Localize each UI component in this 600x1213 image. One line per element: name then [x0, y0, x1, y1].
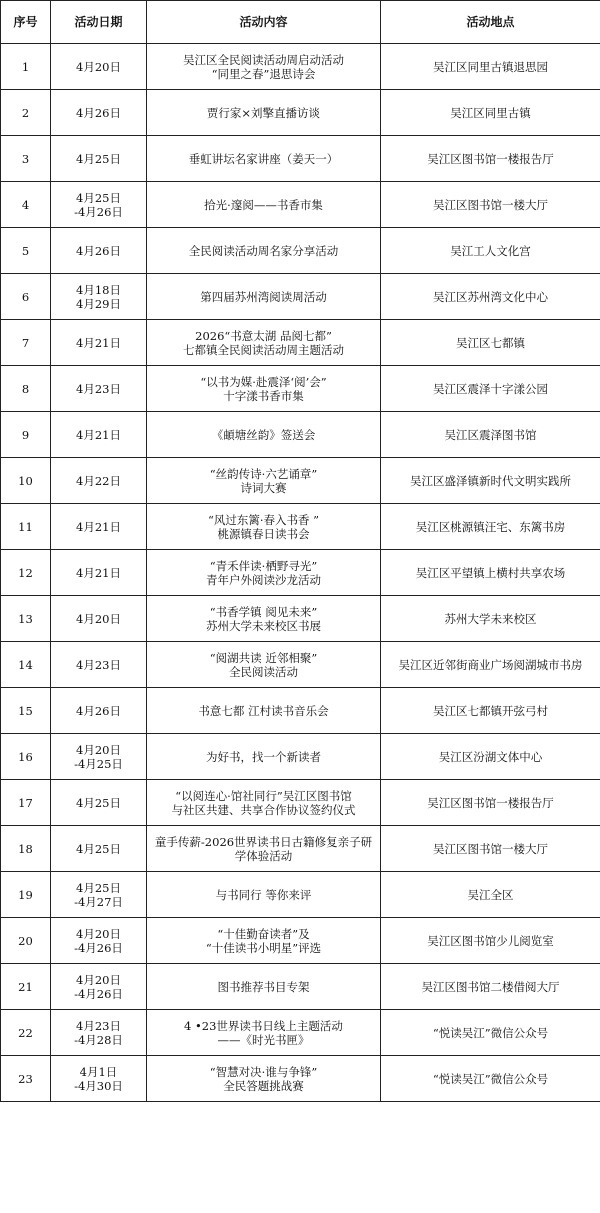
- cell-place: 吴江区震泽图书馆: [381, 412, 600, 458]
- date-line: 4月21日: [76, 335, 121, 350]
- cell-content: [147, 688, 381, 734]
- table-row: [1, 504, 600, 550]
- date-line: 4月23日: [76, 657, 121, 672]
- cell-content: [147, 1010, 381, 1056]
- table-row: [1, 642, 600, 688]
- date-line: 4月20日: [76, 972, 121, 987]
- table-row: [1, 412, 600, 458]
- cell-no: 18: [1, 826, 51, 872]
- content-line: 全民阅读活动: [229, 664, 298, 679]
- cell-content: [147, 964, 381, 1010]
- cell-place: 吴江区同里古镇: [381, 90, 600, 136]
- table-row: [1, 780, 600, 826]
- table-row: [1, 136, 600, 182]
- date-line: 4月25日: [76, 190, 121, 205]
- date-line: -4月26日: [74, 986, 123, 1001]
- cell-place: 吴江区图书馆一楼报告厅: [381, 136, 600, 182]
- content-line: 桃源镇春日读书会: [217, 526, 310, 541]
- date-line: 4月26日: [76, 703, 121, 718]
- cell-no: 14: [1, 642, 51, 688]
- content-line: 七都镇全民阅读活动周主题活动: [183, 342, 344, 357]
- date-line: 4月25日: [76, 151, 121, 166]
- cell-content: [147, 44, 381, 90]
- cell-no: 17: [1, 780, 51, 826]
- date-line: 4月23日: [76, 1018, 121, 1033]
- cell-no: 11: [1, 504, 51, 550]
- cell-no: 16: [1, 734, 51, 780]
- cell-place: 吴江工人文化宫: [381, 228, 600, 274]
- header-place: 活动地点: [381, 1, 600, 44]
- date-line: -4月26日: [74, 204, 123, 219]
- cell-date: [51, 964, 147, 1010]
- cell-content: [147, 1056, 381, 1102]
- date-line: -4月30日: [74, 1078, 123, 1093]
- cell-place: 吴江区图书馆一楼报告厅: [381, 780, 600, 826]
- cell-no: 10: [1, 458, 51, 504]
- cell-no: 4: [1, 182, 51, 228]
- table-header-row: [1, 1, 600, 44]
- table-row: [1, 182, 600, 228]
- cell-no: 7: [1, 320, 51, 366]
- date-line: 4月21日: [76, 565, 121, 580]
- header-no: 序号: [1, 1, 51, 44]
- cell-no: 19: [1, 872, 51, 918]
- content-line: 图书推荐书目专架: [217, 979, 310, 994]
- table-row: [1, 228, 600, 274]
- cell-content: [147, 596, 381, 642]
- date-line: -4月25日: [74, 756, 123, 771]
- date-line: -4月27日: [74, 894, 123, 909]
- content-line: ——《时光书匣》: [217, 1032, 310, 1047]
- cell-date: [51, 596, 147, 642]
- date-line: 4月20日: [76, 742, 121, 757]
- cell-date: [51, 458, 147, 504]
- table-row: [1, 366, 600, 412]
- table-row: [1, 596, 600, 642]
- cell-date: [51, 1056, 147, 1102]
- cell-content: [147, 320, 381, 366]
- cell-no: 23: [1, 1056, 51, 1102]
- table-row: [1, 274, 600, 320]
- cell-date: [51, 826, 147, 872]
- cell-place: 苏州大学未来校区: [381, 596, 600, 642]
- cell-date: [51, 136, 147, 182]
- cell-date: [51, 90, 147, 136]
- cell-date: [51, 44, 147, 90]
- cell-no: 1: [1, 44, 51, 90]
- date-line: 4月18日: [76, 282, 121, 297]
- cell-no: 2: [1, 90, 51, 136]
- cell-place: 吴江全区: [381, 872, 600, 918]
- cell-content: [147, 780, 381, 826]
- cell-no: 21: [1, 964, 51, 1010]
- table-row: [1, 826, 600, 872]
- content-line: “以书为媒·赴震泽‘阅’会”: [200, 374, 327, 389]
- cell-place: 吴江区图书馆一楼大厅: [381, 182, 600, 228]
- content-line: 与社区共建、共享合作协议签约仪式: [171, 802, 356, 817]
- cell-place: 吴江区桃源镇汪宅、东篱书房: [381, 504, 600, 550]
- header-date: 活动日期: [51, 1, 147, 44]
- content-line: 拾光·邃阅——书香市集: [204, 197, 323, 212]
- cell-no: 3: [1, 136, 51, 182]
- cell-no: 6: [1, 274, 51, 320]
- cell-date: [51, 366, 147, 412]
- cell-date: [51, 320, 147, 366]
- content-line: “阅湖共读 近邻相聚”: [209, 650, 318, 665]
- cell-date: [51, 734, 147, 780]
- cell-content: [147, 274, 381, 320]
- content-line: 全民答题挑战赛: [223, 1078, 304, 1093]
- table-row: [1, 918, 600, 964]
- content-line: “丝韵传诗·六艺诵章”: [209, 466, 318, 481]
- cell-place: 吴江区图书馆一楼大厅: [381, 826, 600, 872]
- cell-content: [147, 734, 381, 780]
- cell-content: [147, 366, 381, 412]
- cell-date: [51, 918, 147, 964]
- date-line: 4月29日: [76, 296, 121, 311]
- content-line: “书香学镇 阅见未来”: [209, 604, 318, 619]
- cell-place: 吴江区七都镇开弦弓村: [381, 688, 600, 734]
- date-line: 4月26日: [76, 105, 121, 120]
- table-row: [1, 734, 600, 780]
- content-line: 与书同行 等你来评: [215, 887, 312, 902]
- content-line: “同里之春”退思诗会: [211, 66, 316, 81]
- cell-date: [51, 780, 147, 826]
- content-line: 书意七都 江村读书音乐会: [198, 703, 329, 718]
- date-line: 4月20日: [76, 926, 121, 941]
- content-line: 苏州大学未来校区书展: [206, 618, 321, 633]
- date-line: 4月25日: [76, 841, 121, 856]
- content-line: 诗词大赛: [240, 480, 287, 495]
- cell-content: [147, 826, 381, 872]
- cell-place: “悦读吴江”微信公众号: [381, 1056, 600, 1102]
- content-line: 吴江区全民阅读活动周启动活动: [183, 52, 344, 67]
- content-line: “十佳读书小明星”评选: [205, 940, 322, 955]
- header-content: 活动内容: [147, 1, 381, 44]
- cell-place: 吴江区汾湖文体中心: [381, 734, 600, 780]
- cell-place: 吴江区同里古镇退思园: [381, 44, 600, 90]
- cell-date: [51, 872, 147, 918]
- cell-date: [51, 412, 147, 458]
- cell-place: 吴江区苏州湾文化中心: [381, 274, 600, 320]
- table-row: [1, 1010, 600, 1056]
- cell-content: [147, 642, 381, 688]
- table-row: [1, 964, 600, 1010]
- date-line: 4月26日: [76, 243, 121, 258]
- date-line: -4月26日: [74, 940, 123, 955]
- cell-content: [147, 458, 381, 504]
- content-line: 全民阅读活动周名家分享活动: [188, 243, 339, 258]
- table-row: [1, 550, 600, 596]
- date-line: 4月21日: [76, 427, 121, 442]
- cell-place: 吴江区近邻街商业广场阅湖城市书房: [381, 642, 600, 688]
- date-line: 4月25日: [76, 795, 121, 810]
- cell-content: [147, 872, 381, 918]
- cell-place: 吴江区震泽十字漾公园: [381, 366, 600, 412]
- cell-no: 13: [1, 596, 51, 642]
- cell-date: [51, 550, 147, 596]
- cell-content: [147, 228, 381, 274]
- cell-date: [51, 1010, 147, 1056]
- cell-date: [51, 182, 147, 228]
- cell-no: 5: [1, 228, 51, 274]
- cell-date: [51, 504, 147, 550]
- content-line: “风过东篱·春入书香 ”: [207, 512, 320, 527]
- cell-content: [147, 918, 381, 964]
- content-line: 《頔塘丝韵》签送会: [211, 427, 316, 442]
- content-line: 十字漾书香市集: [223, 388, 304, 403]
- content-line: 第四届苏州湾阅读周活动: [200, 289, 327, 304]
- content-line: 贾行家×刘擎直播访谈: [206, 105, 321, 120]
- cell-no: 22: [1, 1010, 51, 1056]
- date-line: 4月20日: [76, 59, 121, 74]
- cell-content: [147, 412, 381, 458]
- content-line: “以阅连心·馆社同行”吴江区图书馆: [175, 788, 352, 803]
- content-line: “青禾伴读·栖野寻光”: [209, 558, 318, 573]
- date-line: 4月25日: [76, 880, 121, 895]
- cell-no: 15: [1, 688, 51, 734]
- cell-place: “悦读吴江”微信公众号: [381, 1010, 600, 1056]
- cell-content: [147, 182, 381, 228]
- cell-place: 吴江区盛泽镇新时代文明实践所: [381, 458, 600, 504]
- content-text: 童手传薪-2026世界读书日古籍修复亲子研学体验活动: [154, 834, 373, 863]
- content-line: 垂虹讲坛名家讲座（姜天一）: [188, 151, 339, 166]
- date-line: 4月20日: [76, 611, 121, 626]
- content-line: 青年户外阅读沙龙活动: [206, 572, 321, 587]
- cell-date: [51, 642, 147, 688]
- cell-date: [51, 274, 147, 320]
- date-line: 4月1日: [79, 1064, 118, 1079]
- table-row: [1, 872, 600, 918]
- content-line: 为好书，找一个新读者: [206, 749, 321, 764]
- cell-date: [51, 228, 147, 274]
- table-row: [1, 1056, 600, 1102]
- cell-content: [147, 550, 381, 596]
- content-line: “智慧对决·谁与争锋”: [209, 1064, 318, 1079]
- cell-no: 9: [1, 412, 51, 458]
- date-line: 4月22日: [76, 473, 121, 488]
- cell-place: 吴江区七都镇: [381, 320, 600, 366]
- table-body: [1, 44, 600, 1102]
- date-line: -4月28日: [74, 1032, 123, 1047]
- cell-date: [51, 688, 147, 734]
- cell-place: 吴江区平望镇上横村共享农场: [381, 550, 600, 596]
- cell-no: 12: [1, 550, 51, 596]
- table-row: [1, 44, 600, 90]
- date-line: 4月21日: [76, 519, 121, 534]
- cell-place: 吴江区图书馆少儿阅览室: [381, 918, 600, 964]
- cell-content: [147, 136, 381, 182]
- table-row: [1, 320, 600, 366]
- content-line: “十佳勤奋读者”及: [217, 926, 310, 941]
- cell-no: 20: [1, 918, 51, 964]
- content-line: 2026“书意太湖 品阅七都”: [195, 328, 332, 343]
- cell-place: 吴江区图书馆二楼借阅大厅: [381, 964, 600, 1010]
- table-row: [1, 458, 600, 504]
- date-line: 4月23日: [76, 381, 121, 396]
- content-line: 4 •23世界读书日线上主题活动: [184, 1018, 343, 1033]
- table-row: [1, 90, 600, 136]
- cell-no: 8: [1, 366, 51, 412]
- table-row: [1, 688, 600, 734]
- cell-content: [147, 90, 381, 136]
- cell-content: [147, 504, 381, 550]
